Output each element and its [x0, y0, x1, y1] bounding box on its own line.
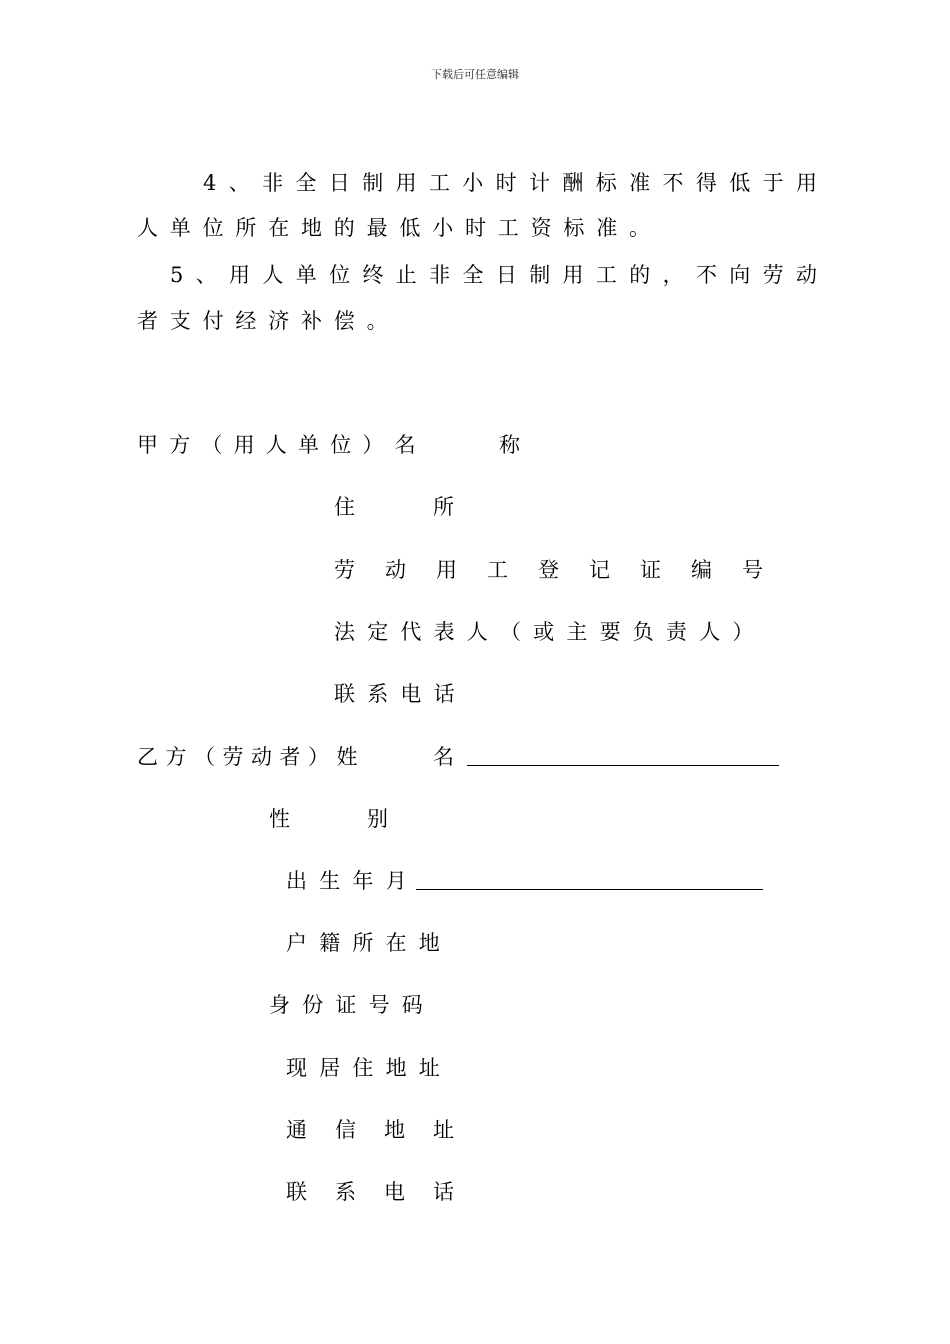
clause-5-line-1: 5、用人单位终止非全日制用工的，不向劳动	[170, 263, 817, 287]
party-b-name-field[interactable]	[467, 765, 779, 766]
party-a-registration-no-label: 劳动用工登记证编号	[334, 558, 793, 582]
party-a-address-label-b: 所	[433, 495, 454, 519]
party-b-id-label: 身份证号码	[269, 993, 435, 1017]
clause-4-line-2: 人单位所在地的最低小时工资标准。	[137, 216, 662, 240]
party-b-birth-label: 出生年月	[286, 869, 419, 893]
party-b-phone-label: 联系电话	[286, 1180, 482, 1204]
page-header: 下载后可任意编辑	[431, 68, 519, 81]
party-b-name-suffix: 名	[433, 745, 454, 769]
party-b-household-label: 户籍所在地	[286, 931, 452, 955]
party-b-birth-field[interactable]	[416, 889, 763, 890]
party-a-address-label-a: 住	[334, 495, 355, 519]
party-b-current-address-label: 现居住地址	[286, 1056, 452, 1080]
party-b-gender-label-a: 性	[269, 807, 290, 831]
party-b-mail-address-label: 通信地址	[286, 1118, 482, 1142]
party-b-label: 乙方（劳动者）姓	[137, 745, 365, 769]
clause-5-line-2: 者支付经济补偿。	[137, 309, 400, 333]
party-a-label: 甲方（用人单位）名	[137, 433, 427, 457]
party-a-name-suffix: 称	[499, 433, 520, 457]
party-a-legal-rep-label: 法定代表人（或主要负责人）	[334, 620, 766, 644]
party-b-gender-label-b: 别	[367, 807, 388, 831]
party-a-phone-label: 联系电话	[334, 682, 467, 706]
clause-4-line-1: 4、非全日制用工小时计酬标准不得低于用	[203, 171, 817, 195]
